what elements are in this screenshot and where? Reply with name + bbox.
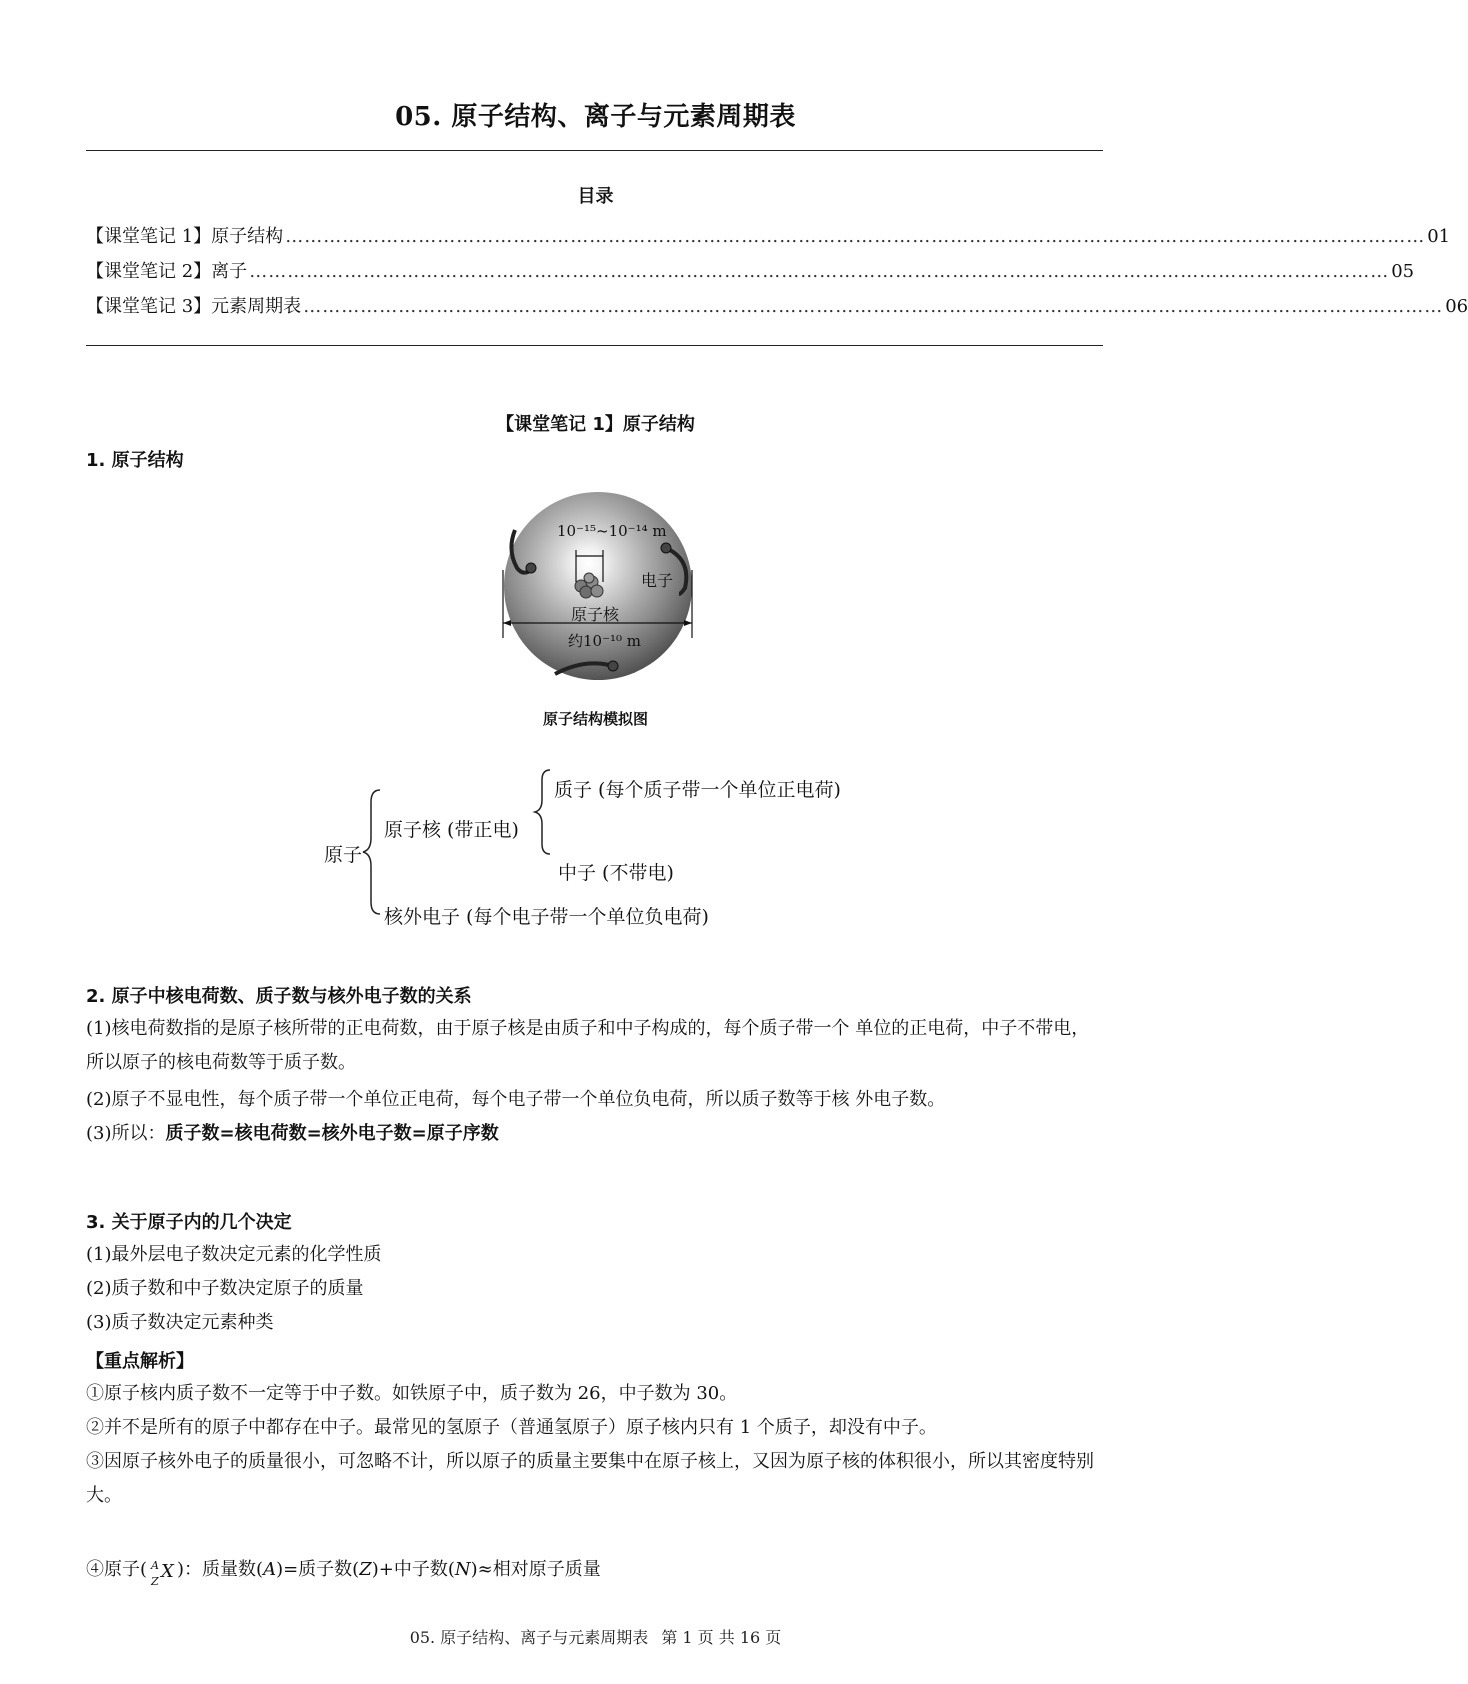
subheading-determinants: 3. 关于原子内的几个决定	[86, 1212, 292, 1233]
page-footer	[0, 1625, 1191, 1648]
paragraph-3-3: (3)质子数决定元素种类	[86, 1312, 274, 1333]
tree-node-proton: 质子 (每个质子带一个单位正电荷)	[554, 779, 841, 801]
formula-end: )≈相对原子质量	[470, 1559, 601, 1580]
atom-size-label: 约10⁻¹⁰ m	[568, 632, 642, 650]
toc-leader-dots: ………………………………………………………………………………………………………………………………………………………………	[249, 261, 1390, 282]
paragraph-2-2: (2)原子不显电性，每个质子带一个单位正电荷，每个电子带一个单位负电荷，所以质子数等于核 外电子数。	[86, 1089, 946, 1110]
atom-diagram	[495, 490, 705, 690]
divider-bottom	[86, 345, 1103, 346]
toc-item-2[interactable]	[86, 257, 1415, 283]
formula-mid: )：质量数(	[177, 1559, 264, 1580]
paragraph-3-2: (2)质子数和中子数决定原子的质量	[86, 1278, 364, 1299]
tree-node-neutron: 中子 (不带电)	[558, 862, 674, 884]
tree-node-electron: 核外电子 (每个电子带一个单位负电荷)	[384, 906, 709, 928]
key-point-4	[86, 1553, 1106, 1587]
toc-item-1[interactable]	[86, 222, 1451, 248]
paragraph-2-1: (1)核电荷数指的是原子核所带的正电荷数，由于原子核是由质子和中子构成的，每个质子带一个 单位的正电荷，中子不带电，所以原子的核电荷数等于质子数。	[86, 1018, 1090, 1073]
atomic-number-sub: Z	[151, 1575, 159, 1588]
key-analysis-heading: 【重点解析】	[86, 1351, 194, 1372]
paragraph-3-1: (1)最外层电子数决定元素的化学性质	[86, 1244, 382, 1265]
key-point-1: ①原子核内质子数不一定等于中子数。如铁原子中，质子数为 26，中子数为 30。	[86, 1383, 738, 1404]
electron-dot	[608, 661, 618, 671]
element-symbol: X	[161, 1561, 174, 1582]
var-N: N	[454, 1559, 471, 1580]
key-point-2: ②并不是所有的原子中都存在中子。最常见的氢原子（普通氢原子）原子核内只有 1 个质子，却没有中子。	[86, 1417, 937, 1438]
footer-doc-title: 05. 原子结构、离子与元素周期表	[409, 1628, 649, 1647]
paragraph-2-3	[86, 1117, 1106, 1151]
toc-item-page: 01	[1427, 226, 1451, 247]
formula-eq1: )=质子数(	[276, 1559, 360, 1580]
figure-caption: 原子结构模拟图	[542, 710, 648, 728]
key-point-3: ③因原子核外电子的质量很小，可忽略不计，所以原子的质量主要集中在原子核上，又因为原子核的体积很小，所以其密度特别大。	[86, 1451, 1094, 1506]
toc-item-label: 【课堂笔记 2】离子	[86, 261, 248, 282]
nucleus-size-label: 10⁻¹⁵~10⁻¹⁴ m	[557, 522, 667, 540]
section-heading: 【课堂笔记 1】原子结构	[496, 414, 695, 435]
nuclide-symbol	[147, 1555, 177, 1588]
toc-leader-dots: ………………………………………………………………………………………………………………………………………………………………	[303, 296, 1444, 317]
toc-item-label: 【课堂笔记 1】原子结构	[86, 226, 284, 247]
footer-page-number: 第 1 页 共 16 页	[661, 1628, 782, 1647]
key-relation: 质子数=核电荷数=核外电子数=原子序数	[165, 1123, 499, 1144]
electron-label: 电子	[641, 571, 674, 590]
toc-leader-dots: ………………………………………………………………………………………………………………………………………………………………	[285, 226, 1426, 247]
nucleus-label: 原子核	[571, 605, 620, 624]
electron-dot	[661, 543, 671, 553]
toc-item-page: 06	[1445, 296, 1468, 317]
toc-item-3[interactable]	[86, 292, 1468, 318]
subheading-atom-structure: 1. 原子结构	[86, 450, 184, 471]
divider-top	[86, 150, 1103, 151]
toc-item-label: 【课堂笔记 3】元素周期表	[86, 296, 302, 317]
page-title: 05. 原子结构、离子与元素周期表	[395, 102, 796, 132]
electron-dot	[526, 563, 536, 573]
var-Z: Z	[359, 1559, 372, 1580]
var-A: A	[263, 1559, 277, 1580]
tree-node-nucleus: 原子核 (带正电)	[384, 819, 519, 841]
toc-item-page: 05	[1391, 261, 1415, 282]
paragraph-2-3-prefix: (3)所以：	[86, 1123, 166, 1144]
formula-prefix: ④原子(	[86, 1559, 148, 1580]
subheading-relation: 2. 原子中核电荷数、质子数与核外电子数的关系	[86, 986, 472, 1007]
tree-root-atom: 原子	[324, 844, 363, 866]
mass-number-sup: A	[151, 1559, 159, 1572]
toc-heading: 目录	[577, 186, 614, 207]
formula-eq2: )+中子数(	[371, 1559, 455, 1580]
